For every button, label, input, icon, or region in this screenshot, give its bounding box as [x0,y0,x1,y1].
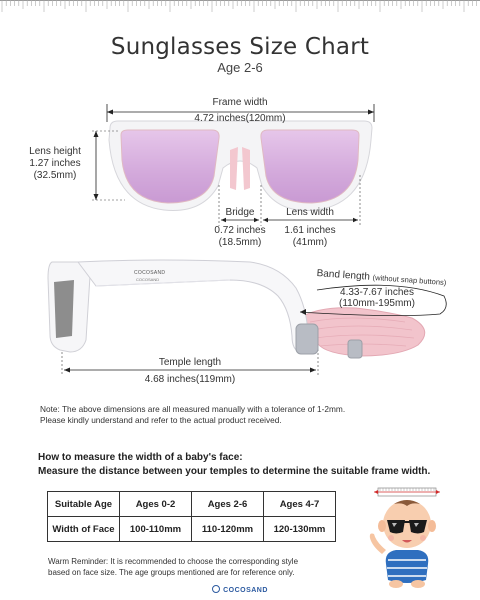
lens-height-inch: 1.27 inches [29,158,81,169]
howto-line1: How to measure the width of a baby's face: [38,452,243,463]
bridge-inch: 0.72 inches [214,225,266,236]
table-cell: Suitable Age [48,492,120,517]
size-table [47,491,336,542]
howto-line2: Measure the distance between your temples to determine the suitable frame width. [38,466,431,477]
measurement-note [40,404,460,426]
band-length-mm: (110mm-195mm) [339,298,415,309]
temple-length-label: Temple length [158,357,222,368]
temple-brand-line2: COCOSAND [136,277,160,282]
lens-height-mm: (32.5mm) [33,170,77,181]
band-length-note: (without snap buttons) [372,272,447,288]
table-cell: Width of Face [48,517,120,542]
band-clip [296,324,318,354]
footer-brand [0,585,480,594]
temple-brand-line1: COCOSAND [134,270,166,276]
cocosand-logo-icon [212,585,220,593]
page-title: Sunglasses Size Chart [110,34,370,60]
temple-length-value: 4.68 inches(119mm) [144,374,236,385]
side-lens [54,280,74,338]
table-cell: 110-120mm [192,517,264,542]
band-length-title: Band length [316,268,371,283]
warm-reminder [48,556,328,578]
footer-brand-text: COCOSAND [223,587,268,594]
note-line1: Note: The above dimensions are all measured manually with a tolerance of 1-2mm. [40,404,346,414]
size-table-row [48,517,336,542]
page-subtitle: Age 2-6 [217,60,263,75]
frame-width-value: 4.72 inches(120mm) [194,113,286,124]
bridge-label: Bridge [225,207,255,218]
size-table-header-row [48,492,336,517]
table-cell: Ages 4-7 [264,492,336,517]
frame-width-label: Frame width [212,97,268,108]
baby-sunglasses-illustration [360,480,450,590]
lens-width-mm: (41mm) [292,237,328,248]
lens-width-inch: 1.61 inches [284,225,336,236]
temple-arm [78,260,308,352]
warm-line2: based on face size. The age groups mentioned are for reference only. [48,568,295,577]
table-cell: Ages 0-2 [120,492,192,517]
note-line2: Please kindly understand and refer to the actual product received. [40,415,282,425]
lens-width-label: Lens width [286,207,334,218]
table-cell: 120-130mm [264,517,336,542]
lens-height-label: Lens height [29,146,81,157]
howto-section [38,451,478,479]
band-length-inch: 4.33-7.67 inches [340,287,414,298]
table-cell: Ages 2-6 [192,492,264,517]
warm-line1: Warm Reminder: It is recommended to choose the corresponding style [48,557,299,566]
table-cell: 100-110mm [120,517,192,542]
bridge-mm: (18.5mm) [218,237,262,248]
